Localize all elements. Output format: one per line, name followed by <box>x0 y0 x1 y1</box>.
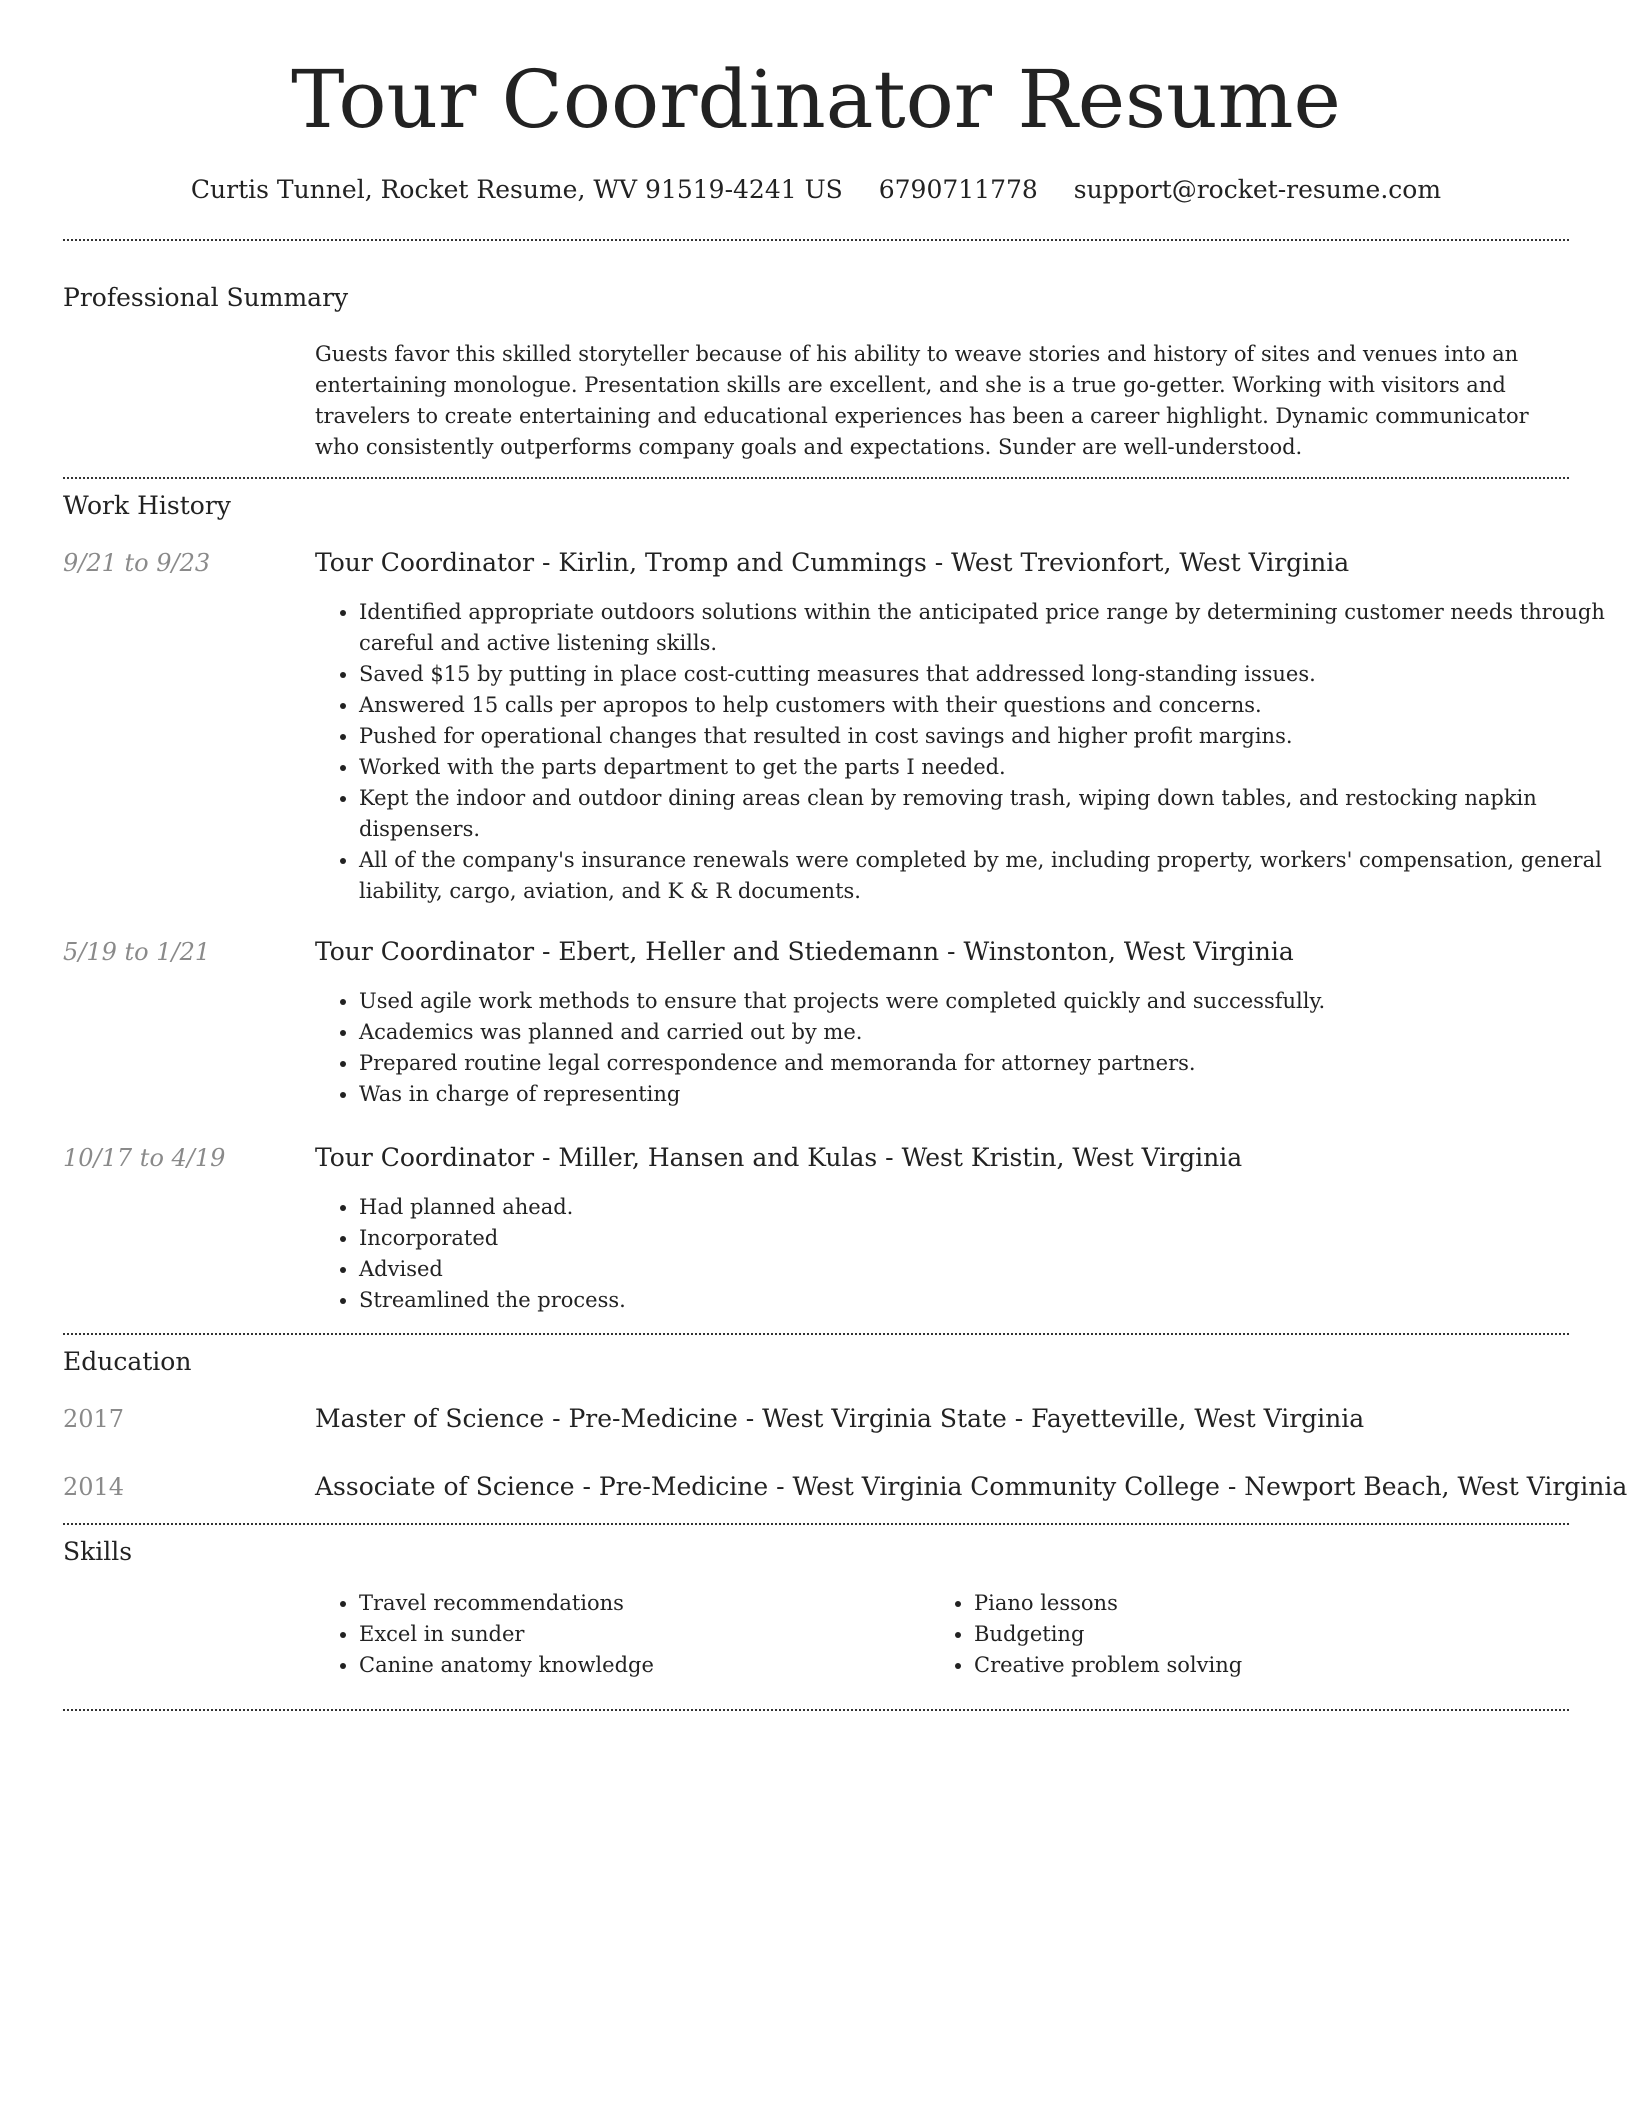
divider <box>63 1709 1569 1711</box>
divider <box>63 239 1569 241</box>
job-title: Tour Coordinator - Kirlin, Tromp and Cummings - West Trevionfort, West Virginia <box>315 548 1350 577</box>
divider <box>63 477 1569 479</box>
list-item: • All of the company's insurance renewals were completed by me, including property, workers' compensation, general liability, cargo, aviation, and K & R documents. <box>359 845 1615 907</box>
section-title-education: Education <box>63 1347 192 1376</box>
divider <box>63 1333 1569 1335</box>
list-item: • Budgeting <box>974 1619 1574 1650</box>
list-item: • Advised <box>359 1254 1615 1285</box>
job-bullets <box>315 597 1615 907</box>
list-item: • Academics was planned and carried out by me. <box>359 1017 1615 1048</box>
list-item: • Canine anatomy knowledge <box>359 1650 929 1681</box>
education-school: - West Virginia Community College - Newport Beach, West Virginia <box>768 1472 1628 1501</box>
list-item: • Creative problem solving <box>974 1650 1574 1681</box>
contact-address: Curtis Tunnel, Rocket Resume, WV 91519-4241 US <box>190 175 843 204</box>
list-item: • Was in charge of representing <box>359 1079 1615 1110</box>
job-dates: 5/19 to 1/21 <box>63 938 211 966</box>
education-school: - West Virginia State - Fayetteville, West Virginia <box>737 1404 1365 1433</box>
list-item: • Used agile work methods to ensure that projects were completed quickly and successfully. <box>359 986 1615 1017</box>
job-bullets <box>315 1192 1615 1316</box>
skills-list-left <box>315 1588 929 1681</box>
job-title: Tour Coordinator - Miller, Hansen and Kulas - West Kristin, West Virginia <box>315 1143 1243 1172</box>
summary-text: Guests favor this skilled storyteller because of his ability to weave stories and history of sites and venues into an entertaining monologue. Presentation skills are excellent, and she is a true go-getter. Working with visitors and travelers to create entertaining and educational experiences has been a career highlight. Dynamic communicator who consistently outperforms company goals and expectations. Sunder are well-understood. <box>315 342 1529 459</box>
contact-line <box>0 170 1632 210</box>
list-item: • Had planned ahead. <box>359 1192 1615 1223</box>
section-title-work-history: Work History <box>63 491 231 520</box>
education-entry <box>315 1469 1628 1505</box>
page-title: Tour Coordinator Resume <box>291 53 1341 146</box>
list-item: • Travel recommendations <box>359 1588 929 1619</box>
contact-email: support@rocket-resume.com <box>1073 175 1442 204</box>
list-item: • Incorporated <box>359 1223 1615 1254</box>
skills-list-right <box>930 1588 1574 1681</box>
list-item: • Answered 15 calls per apropos to help customers with their questions and concerns. <box>359 690 1615 721</box>
list-item: • Identified appropriate outdoors solutions within the anticipated price range by determining customer needs through careful and active listening skills. <box>359 597 1615 659</box>
section-title-skills: Skills <box>63 1537 133 1566</box>
list-item: • Pushed for operational changes that resulted in cost savings and higher profit margins. <box>359 721 1615 752</box>
section-title-summary: Professional Summary <box>63 283 349 312</box>
list-item: • Saved $15 by putting in place cost-cutting measures that addressed long-standing issues. <box>359 659 1615 690</box>
list-item: • Piano lessons <box>974 1588 1574 1619</box>
list-item: • Prepared routine legal correspondence and memoranda for attorney partners. <box>359 1048 1615 1079</box>
list-item: • Kept the indoor and outdoor dining areas clean by removing trash, wiping down tables, and restocking napkin dispensers. <box>359 783 1615 845</box>
education-year: 2017 <box>63 1405 125 1433</box>
divider <box>63 1523 1569 1525</box>
education-degree: Associate of Science - Pre-Medicine <box>315 1472 769 1501</box>
list-item: • Excel in sunder <box>359 1619 929 1650</box>
education-year: 2014 <box>63 1473 125 1501</box>
education-entry <box>315 1401 1571 1437</box>
list-item: • Worked with the parts department to get the parts I needed. <box>359 752 1615 783</box>
job-bullets <box>315 986 1615 1110</box>
job-title: Tour Coordinator - Ebert, Heller and Stiedemann - Winstonton, West Virginia <box>315 937 1294 966</box>
job-dates: 9/21 to 9/23 <box>63 549 211 577</box>
job-dates: 10/17 to 4/19 <box>63 1144 226 1172</box>
contact-phone: 6790711778 <box>878 175 1038 204</box>
list-item: • Streamlined the process. <box>359 1285 1615 1316</box>
education-degree: Master of Science - Pre-Medicine <box>315 1404 738 1433</box>
